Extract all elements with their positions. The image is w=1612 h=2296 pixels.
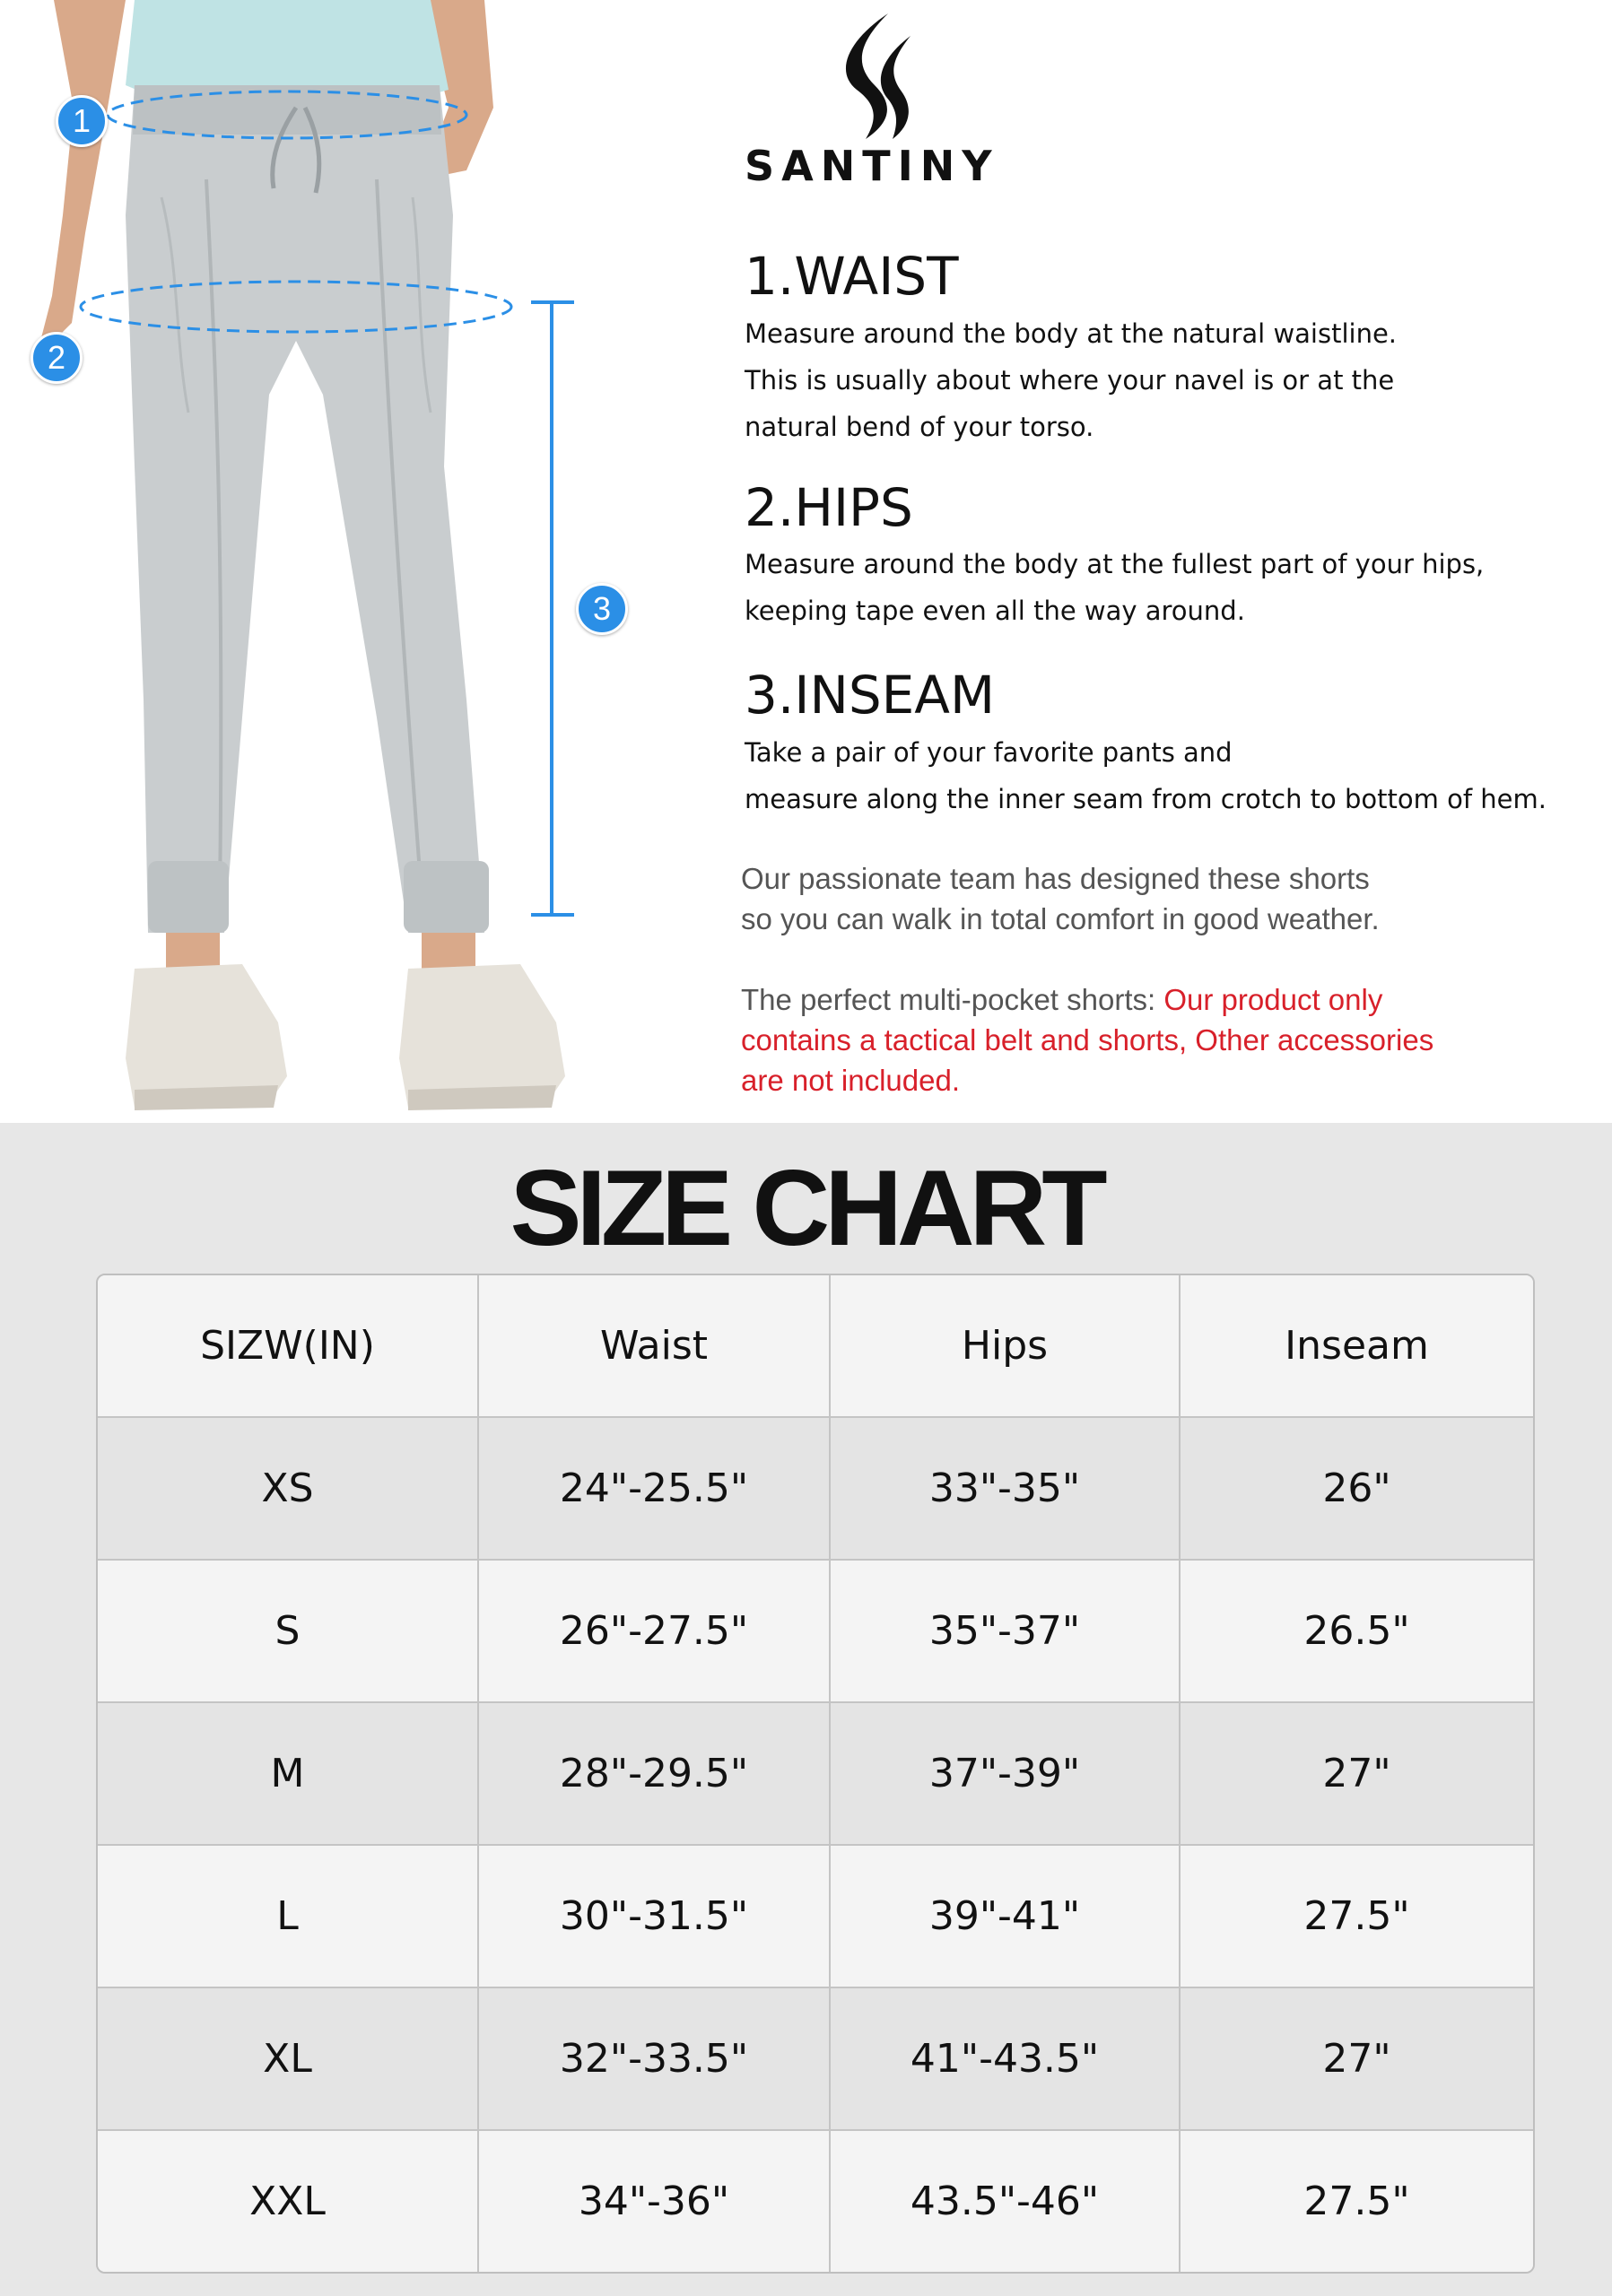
waist-cell: 28"-29.5"	[479, 1703, 831, 1846]
waist-cell: 34"-36"	[479, 2131, 831, 2272]
hips-marker: 2	[30, 332, 83, 384]
hips-instruction-line: keeping tape even all the way around.	[745, 596, 1245, 626]
inseam-cell: 27.5"	[1181, 2131, 1533, 2272]
inseam-instruction-line: measure along the inner seam from crotch to bottom of hem.	[745, 784, 1547, 814]
brand-name: SANTINY	[745, 142, 999, 190]
table-row	[98, 1561, 1533, 1703]
inseam-cell: 27"	[1181, 1988, 1533, 2131]
size-cell: S	[98, 1561, 479, 1703]
table-row	[98, 2131, 1533, 2272]
note-warning-text: Our product only	[1163, 983, 1383, 1016]
waist-heading: 1.WAIST	[745, 246, 959, 307]
waist-marker: 1	[56, 95, 108, 147]
hips-cell: 39"-41"	[831, 1846, 1181, 1988]
size-cell: M	[98, 1703, 479, 1846]
table-row	[98, 1703, 1533, 1846]
jogger-figure-graphic	[0, 0, 736, 1123]
note-warning-line: are not included.	[741, 1064, 961, 1097]
waist-instruction-line: This is usually about where your navel is or at the	[745, 365, 1395, 396]
waist-instruction-line: natural bend of your torso.	[745, 412, 1094, 442]
size-cell: XS	[98, 1418, 479, 1561]
hips-cell: 35"-37"	[831, 1561, 1181, 1703]
note-prefix: The perfect multi-pocket shorts:	[741, 983, 1164, 1016]
inseam-cell: 26.5"	[1181, 1561, 1533, 1703]
hips-cell: 33"-35"	[831, 1418, 1181, 1561]
intro-note-line: so you can walk in total comfort in good weather.	[741, 902, 1380, 935]
size-chart-table	[96, 1274, 1535, 2274]
hips-heading: 2.HIPS	[745, 477, 913, 538]
table-row	[98, 1988, 1533, 2131]
hips-instruction-line: Measure around the body at the fullest part of your hips,	[745, 549, 1485, 579]
table-row	[98, 1418, 1533, 1561]
size-cell: L	[98, 1846, 479, 1988]
waist-instruction-line: Measure around the body at the natural waistline.	[745, 318, 1398, 349]
flame-s-logo-icon	[825, 9, 933, 144]
hips-cell: 43.5"-46"	[831, 2131, 1181, 2272]
inseam-cell: 26"	[1181, 1418, 1533, 1561]
column-header-waist: Waist	[479, 1275, 831, 1418]
product-contents-note	[741, 983, 1602, 1017]
waist-cell: 32"-33.5"	[479, 1988, 831, 2131]
model-illustration	[0, 0, 736, 1123]
column-header-size: SIZW(IN)	[98, 1275, 479, 1418]
waist-cell: 26"-27.5"	[479, 1561, 831, 1703]
inseam-instruction-line: Take a pair of your favorite pants and	[745, 737, 1233, 768]
hips-cell: 41"-43.5"	[831, 1988, 1181, 2131]
table-header-row	[98, 1275, 1533, 1418]
inseam-cell: 27.5"	[1181, 1846, 1533, 1988]
column-header-inseam: Inseam	[1181, 1275, 1533, 1418]
size-cell: XL	[98, 1988, 479, 2131]
table-row	[98, 1846, 1533, 1988]
column-header-hips: Hips	[831, 1275, 1181, 1418]
waist-cell: 24"-25.5"	[479, 1418, 831, 1561]
note-warning-line: contains a tactical belt and shorts, Other accessories	[741, 1023, 1434, 1057]
inseam-heading: 3.INSEAM	[745, 665, 996, 726]
waist-cell: 30"-31.5"	[479, 1846, 831, 1988]
inseam-marker: 3	[576, 583, 628, 635]
product-info-panel	[0, 0, 1612, 1123]
size-cell: XXL	[98, 2131, 479, 2272]
inseam-cell: 27"	[1181, 1703, 1533, 1846]
intro-note-line: Our passionate team has designed these shorts	[741, 862, 1370, 895]
hips-cell: 37"-39"	[831, 1703, 1181, 1846]
size-chart-title: SIZE CHART	[510, 1148, 1102, 1268]
